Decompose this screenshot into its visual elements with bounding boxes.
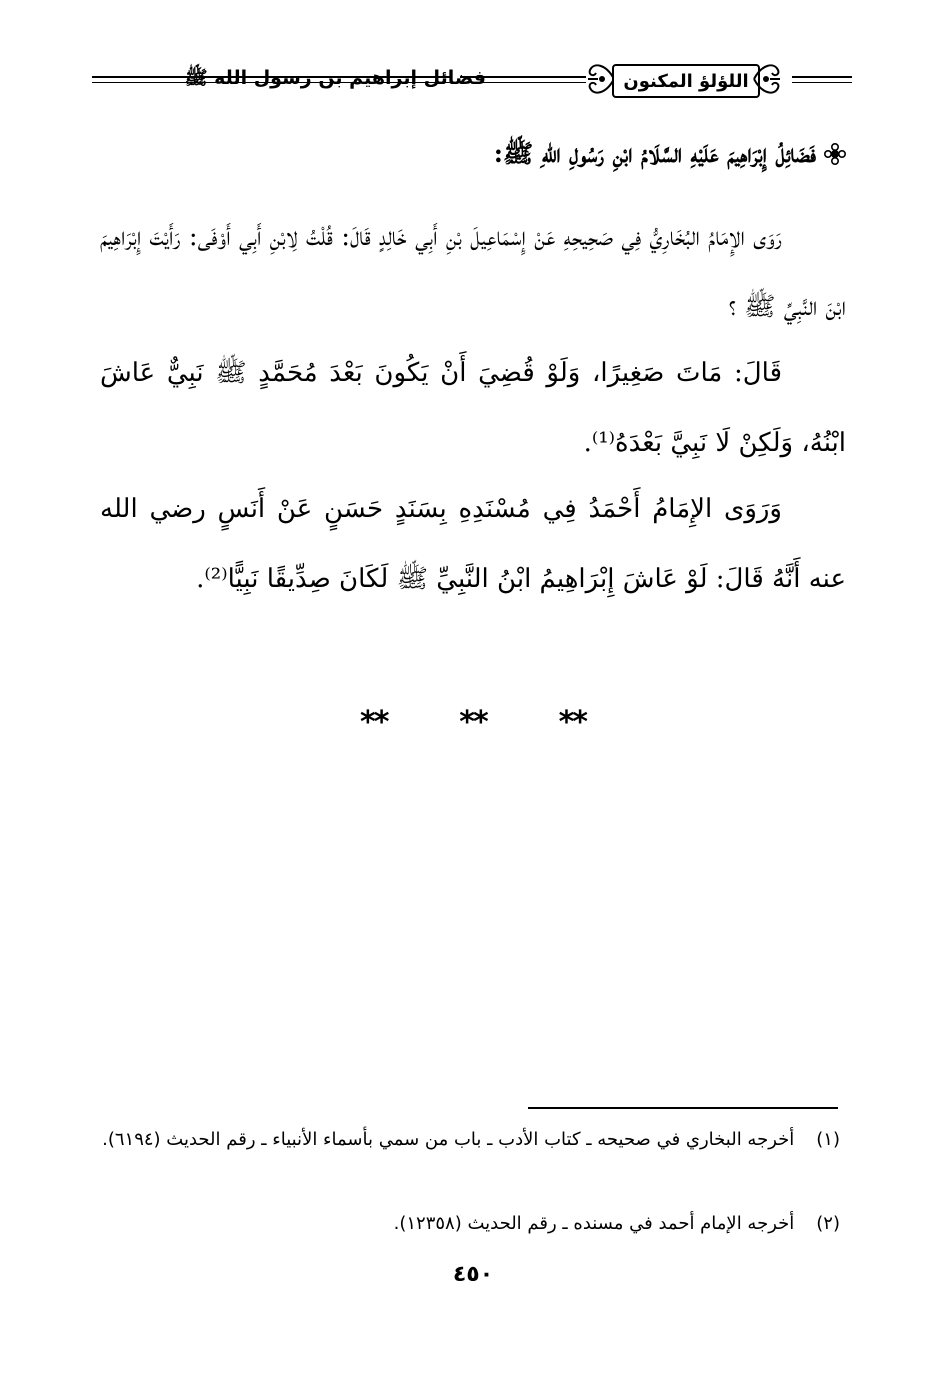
flower-icon — [824, 143, 846, 165]
header-rule-right-thin — [792, 82, 852, 83]
footnote-2 — [100, 1202, 840, 1246]
book-title: اللؤلؤ المكنون — [612, 64, 760, 98]
paragraph-1: رَوَى الإِمَامُ البُخَارِيُّ فِي صَحِيحِهِ عَنْ إِسْمَاعِيلَ بْنِ أَبِي خَالِدٍ قَالَ: قُلْتُ لِابْنِ أَبِي أَوْفَى: رَأَيْتَ إِبْرَاهِيمَ ابْنَ النَّبِيِّ ﷺ ؟ — [100, 222, 846, 322]
paragraph-2: قَالَ: مَاتَ صَغِيرًا، وَلَوْ قُضِيَ أَنْ يَكُونَ بَعْدَ مُحَمَّدٍ ﷺ نَبِيٌّ عَاشَ ابْنُهُ، وَلَكِنْ لَا نَبِيَّ بَعْدَهُ⁽¹⁾. — [100, 358, 846, 458]
paragraph-3: وَرَوَى الإِمَامُ أَحْمَدُ فِي مُسْنَدِهِ بِسَنَدٍ حَسَنٍ عَنْ أَنَسٍ رضي الله عنه أَنَّهُ قَالَ: لَوْ عَاشَ إِبْرَاهِيمُ ابْنُ النَّبِيِّ ﷺ لَكَانَ صِدِّيقًا نَبِيًّا⁽²⁾. — [100, 494, 846, 594]
chapter-title: فضائل إبراهيم بن رسول الله ﷺ — [184, 67, 486, 89]
footnote-text: أخرجه البخاري في صحيحه ـ كتاب الأدب ـ باب من سمي بأسماء الأنبياء ـ رقم الحديث (٦١٩٤). — [102, 1129, 795, 1150]
footnote-divider — [528, 1107, 838, 1109]
separator-stars: ** — [360, 704, 388, 740]
header-rule-right — [792, 76, 852, 78]
section-title-text: فَضَائِلُ إِبْرَاهِيمَ عَلَيْهِ السَّلَامُ ابْنِ رَسُولِ اللهِ ﷺ: — [493, 139, 816, 168]
header-rule-mid — [460, 76, 586, 78]
separator-stars: ** — [459, 704, 487, 740]
footnote-number: (١) — [816, 1129, 840, 1150]
section-heading — [100, 134, 846, 174]
page-number: ٤٥٠ — [452, 1262, 494, 1287]
ornament-right-icon — [752, 58, 782, 100]
header-rule-mid-thin — [460, 82, 586, 83]
footnote-1 — [100, 1118, 840, 1162]
footnote-text: أخرجه الإمام أحمد في مسنده ـ رقم الحديث (١٢٣٥٨). — [393, 1213, 795, 1234]
footnote-number: (٢) — [816, 1213, 840, 1234]
running-header — [92, 52, 852, 108]
book-title-badge — [586, 58, 782, 100]
separator-stars: ** — [558, 704, 586, 740]
section-separator — [360, 702, 586, 742]
